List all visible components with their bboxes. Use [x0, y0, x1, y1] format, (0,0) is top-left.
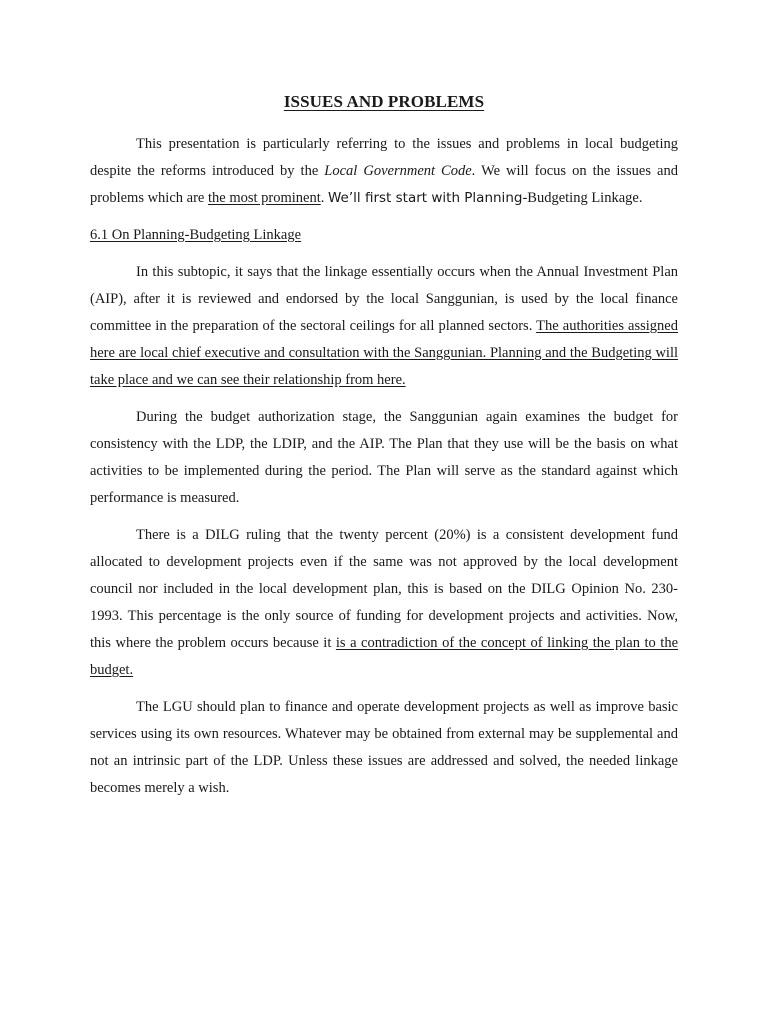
dilg-ruling-paragraph	[90, 522, 678, 684]
section-heading: 6.1 On Planning-Budgeting Linkage	[90, 227, 302, 243]
dilg-text: There is a DILG ruling that the twenty percent (20%) is a consistent development fund allocated to development projects even if the same was not approved by the local development council nor included in the local development plan, this is based on the DILG Opinion No. 230-1993. This percentage is the only source of funding for development projects and activities. Now, this where the problem occurs because it	[90, 527, 678, 651]
lgu-paragraph: The LGU should plan to finance and operate development projects as well as improve basic services using its own resources. Whatever may be obtained from external may be supplemental and not an intrinsic part of the LDP. Unless these issues are addressed and solved, the needed linkage becomes merely a wish.	[90, 699, 678, 796]
authorization-paragraph: During the budget authorization stage, the Sanggunian again examines the budget for consistency with the LDP, the LDIP, and the AIP. The Plan that they use will be the basis on what activities to be implemented during the period. The Plan will serve as the standard against which performance is measured.	[90, 409, 678, 506]
intro-text-1: This presentation is particularly referring to the issues and problems in local budgeting despite the reforms introduced by the	[90, 136, 678, 179]
local-government-code-italic: Local Government Code	[324, 163, 472, 179]
intro-text-2: . We will focus on the issues and problems which are	[90, 163, 678, 206]
contradiction-underlined: is a contradiction of the concept of linking the plan to the budget.	[90, 635, 678, 678]
intro-paragraph: This presentation is particularly referring to the issues and problems in local budgeting despite the reforms introduced by the Local Government Code. We will focus on the issues and problems which are the most prominent. We’ll first start with Planning-Budgeting Linkage.	[90, 136, 678, 206]
authorities-underlined: The authorities assigned here are local chief executive and consultation with the Sanggunian. Planning and the Budgeting will take place and we can see their relationship from here.	[90, 318, 678, 388]
linkage-paragraph	[90, 259, 678, 394]
page-title: ISSUES AND PROBLEMS	[283, 92, 485, 111]
linkage-text: In this subtopic, it says that the linkage essentially occurs when the Annual Investment Plan (AIP), after it is reviewed and endorsed by the local Sanggunian, is used by the local finance committee in the preparation of the sectoral ceilings for all planned sectors.	[90, 264, 678, 334]
document-body	[90, 131, 678, 812]
intro-text-3: We’ll first start with Planning	[328, 190, 523, 206]
intro-text-4: -Budgeting Linkage.	[522, 190, 643, 206]
most-prominent-underlined: the most prominent	[207, 190, 321, 206]
